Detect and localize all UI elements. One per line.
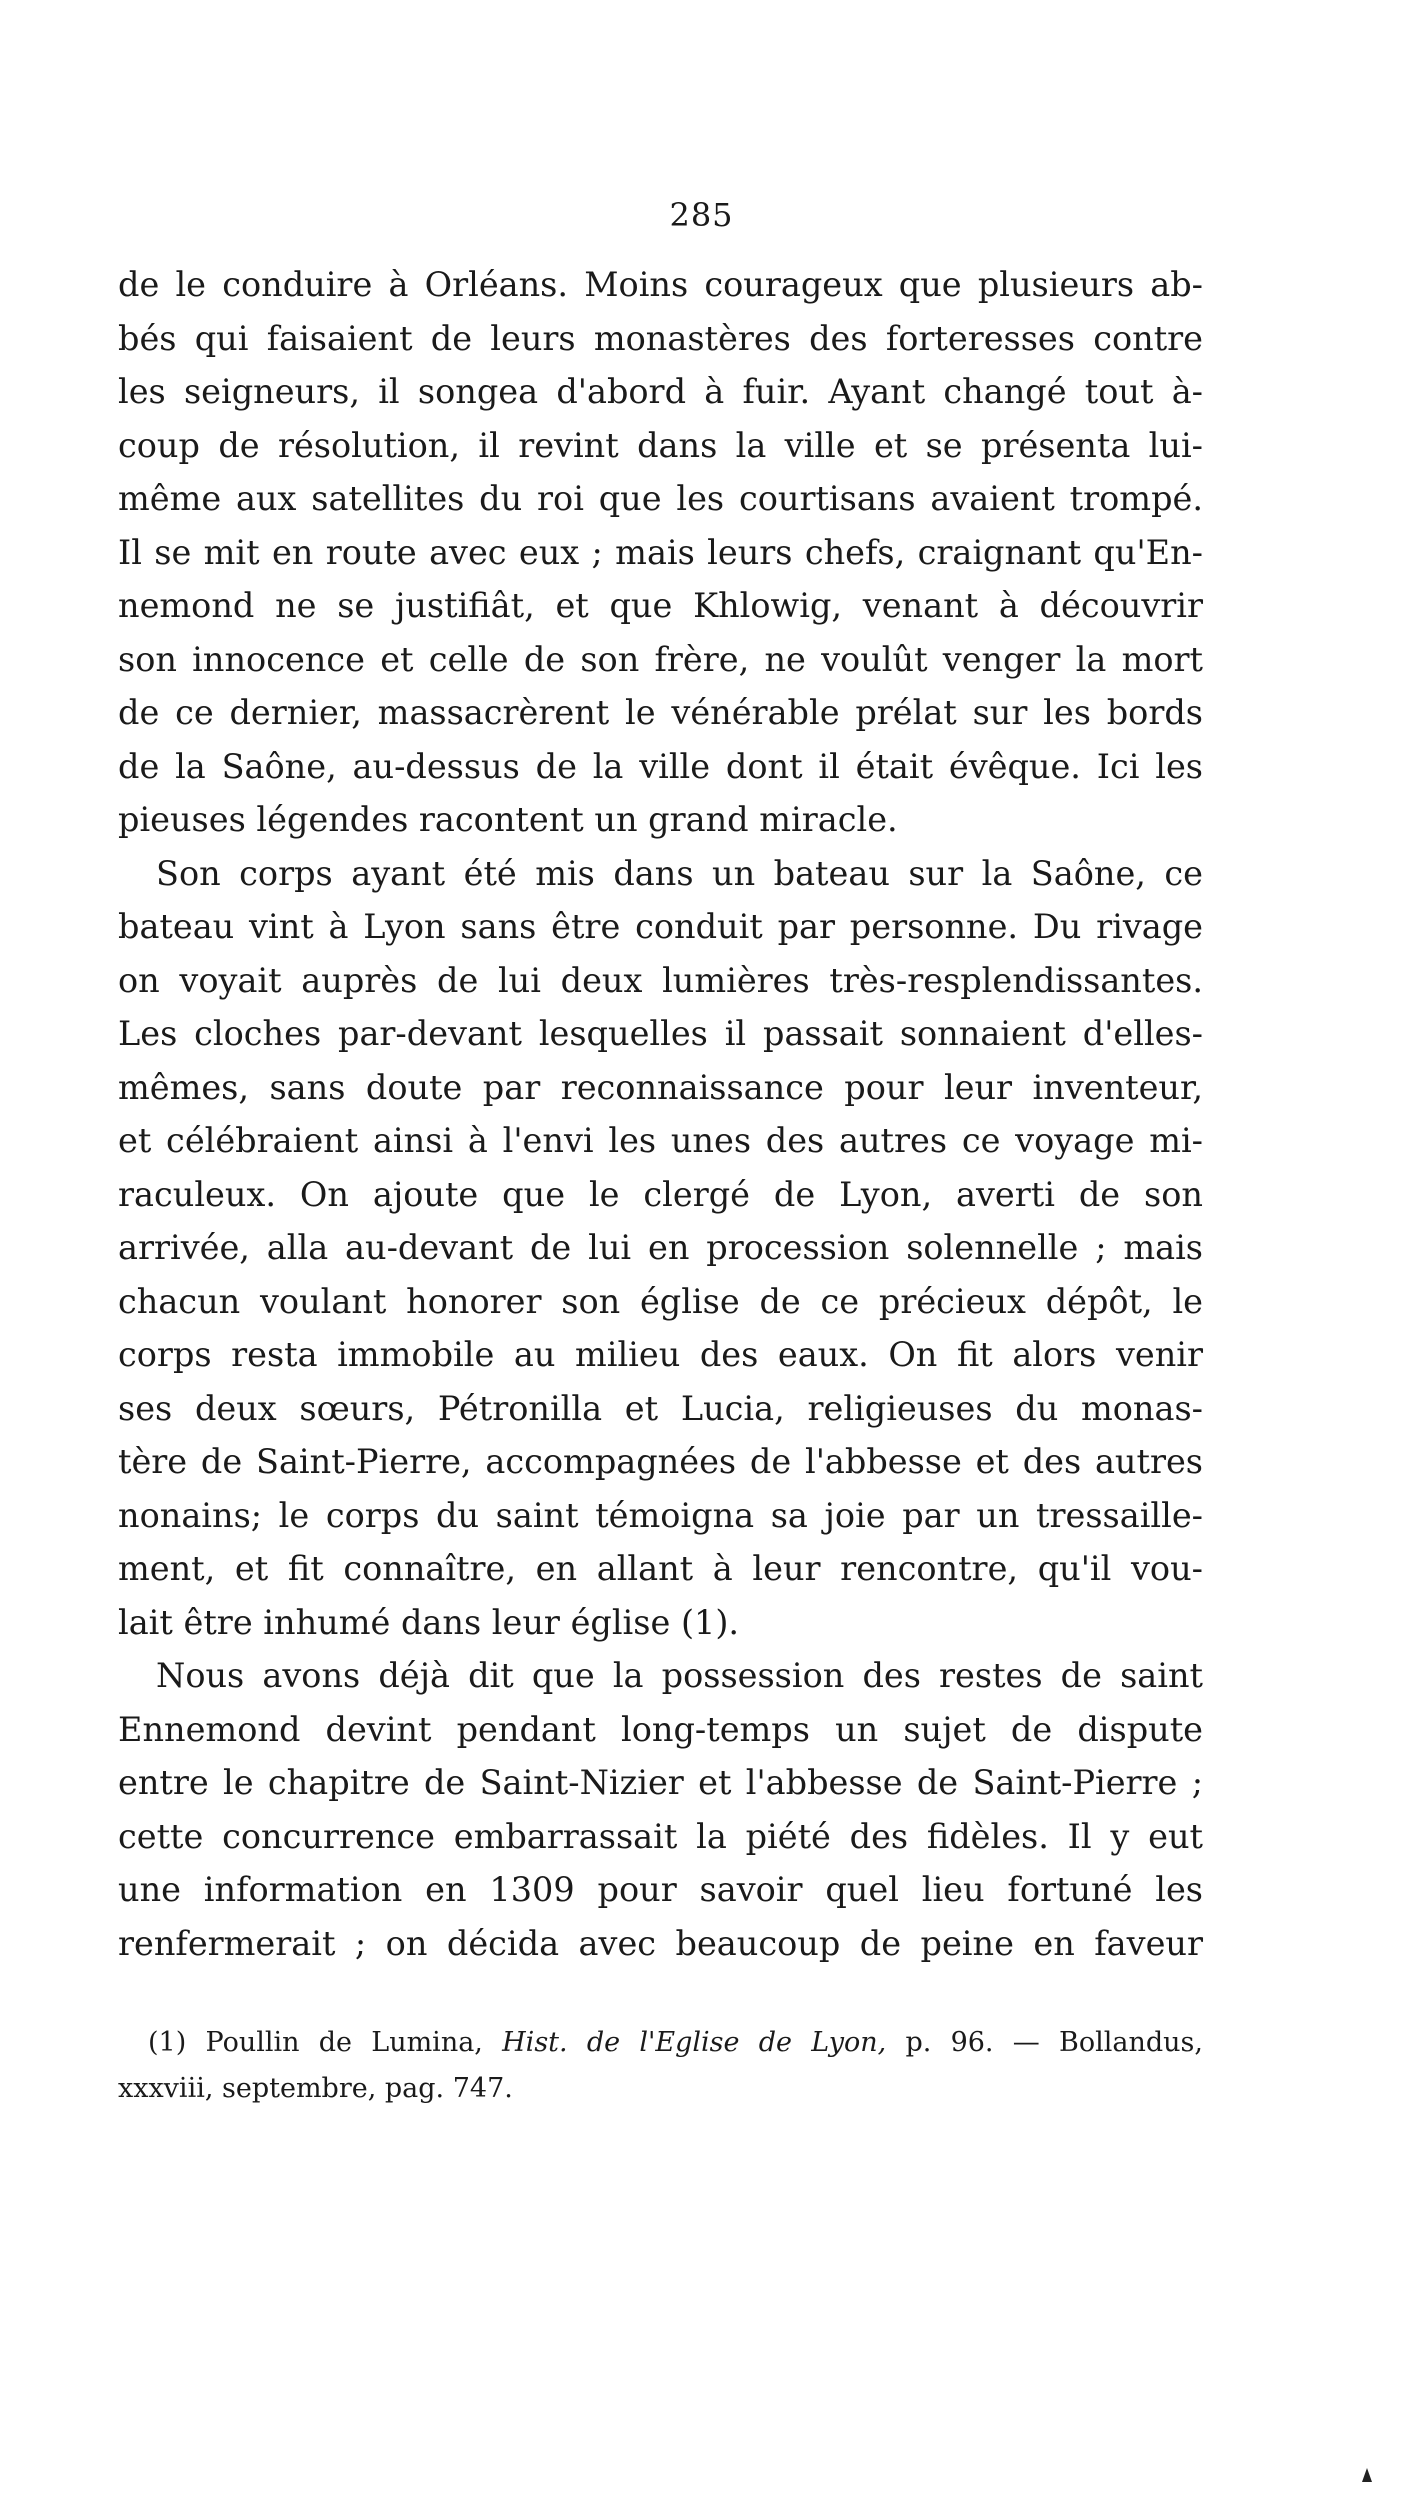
text-line: raculeux. On ajoute que le clergé de Lyon, averti de son bbox=[118, 1174, 1203, 1214]
text-line: Il se mit en route avec eux ; mais leurs chefs, craignant qu'En- bbox=[118, 532, 1203, 572]
text-line: bés qui faisaient de leurs monastères des forteresses contre bbox=[118, 318, 1203, 358]
text-line: renfermerait ; on décida avec beaucoup de peine en faveur bbox=[118, 1923, 1203, 1963]
text-line: et célébraient ainsi à l'envi les unes des autres ce voyage mi- bbox=[118, 1121, 1203, 1160]
text-line: Ennemond devint pendant long-temps un sujet de dispute bbox=[118, 1709, 1203, 1749]
body-text bbox=[118, 258, 1203, 1970]
text-line: Les cloches par-devant lesquelles il passait sonnaient d'elles- bbox=[118, 1014, 1203, 1053]
text-line: ment, et fit connaître, en allant à leur rencontre, qu'il vou- bbox=[118, 1549, 1203, 1588]
text-line: de ce dernier, massacrèrent le vénérable prélat sur les bords bbox=[118, 693, 1203, 732]
footnote bbox=[118, 2020, 1203, 2112]
text-line: même aux satellites du roi que les courtisans avaient trompé. bbox=[118, 479, 1203, 518]
text-line: lait être inhumé dans leur église (1). bbox=[118, 1602, 740, 1642]
text-line: ses deux sœurs, Pétronilla et Lucia, religieuses du monas- bbox=[118, 1388, 1203, 1428]
text-line: bateau vint à Lyon sans être conduit par personne. Du rivage bbox=[118, 907, 1203, 946]
text-line: pieuses légendes racontent un grand miracle. bbox=[118, 800, 898, 839]
scan-mark-icon bbox=[1362, 2468, 1372, 2482]
text-line: on voyait auprès de lui deux lumières très-resplendissantes. bbox=[118, 960, 1203, 1000]
text-line: coup de résolution, il revint dans la ville et se présenta lui- bbox=[118, 425, 1203, 465]
text-line: corps resta immobile au milieu des eaux. On fit alors venir bbox=[118, 1335, 1203, 1374]
text-line: les seigneurs, il songea d'abord à fuir. Ayant changé tout à- bbox=[118, 372, 1203, 411]
footnote-marker: (1) bbox=[148, 2027, 187, 2058]
page-number: 285 bbox=[669, 196, 734, 234]
text-line: nonains; le corps du saint témoigna sa joie par un tressaille- bbox=[118, 1495, 1203, 1535]
footnote-line bbox=[118, 2020, 1203, 2066]
text-line: entre le chapitre de Saint-Nizier et l'abbesse de Saint-Pierre ; bbox=[118, 1763, 1203, 1802]
text-line: cette concurrence embarrassait la piété des fidèles. Il y eut bbox=[118, 1816, 1203, 1856]
text-line: de la Saône, au-dessus de la ville dont il était évêque. Ici les bbox=[118, 746, 1203, 786]
text-line: une information en 1309 pour savoir quel lieu fortuné les bbox=[118, 1870, 1203, 1909]
text-line: chacun voulant honorer son église de ce précieux dépôt, le bbox=[118, 1281, 1203, 1321]
footnote-author: Poullin de Lumina, bbox=[205, 2027, 483, 2058]
footnote-work-title: Hist. de l'Eglise de Lyon, bbox=[502, 2027, 887, 2058]
text-line: de le conduire à Orléans. Moins courageux que plusieurs ab- bbox=[118, 265, 1203, 304]
paragraph-start: Son corps ayant été mis dans un bateau sur la Saône, ce bbox=[156, 853, 1203, 893]
footnote-line: xxxviii, septembre, pag. 747. bbox=[118, 2073, 513, 2104]
text-line: mêmes, sans doute par reconnaissance pour leur inventeur, bbox=[118, 1067, 1203, 1107]
paragraph-start: Nous avons déjà dit que la possession des restes de saint bbox=[156, 1656, 1203, 1695]
text-line: tère de Saint-Pierre, accompagnées de l'abbesse et des autres bbox=[118, 1442, 1203, 1481]
text-line: son innocence et celle de son frère, ne voulût venger la mort bbox=[118, 639, 1203, 679]
text-line: arrivée, alla au-devant de lui en procession solennelle ; mais bbox=[118, 1228, 1203, 1267]
footnote-reference: p. 96. — Bollandus, bbox=[905, 2027, 1203, 2058]
text-line: nemond ne se justifiât, et que Khlowig, venant à découvrir bbox=[118, 586, 1203, 625]
